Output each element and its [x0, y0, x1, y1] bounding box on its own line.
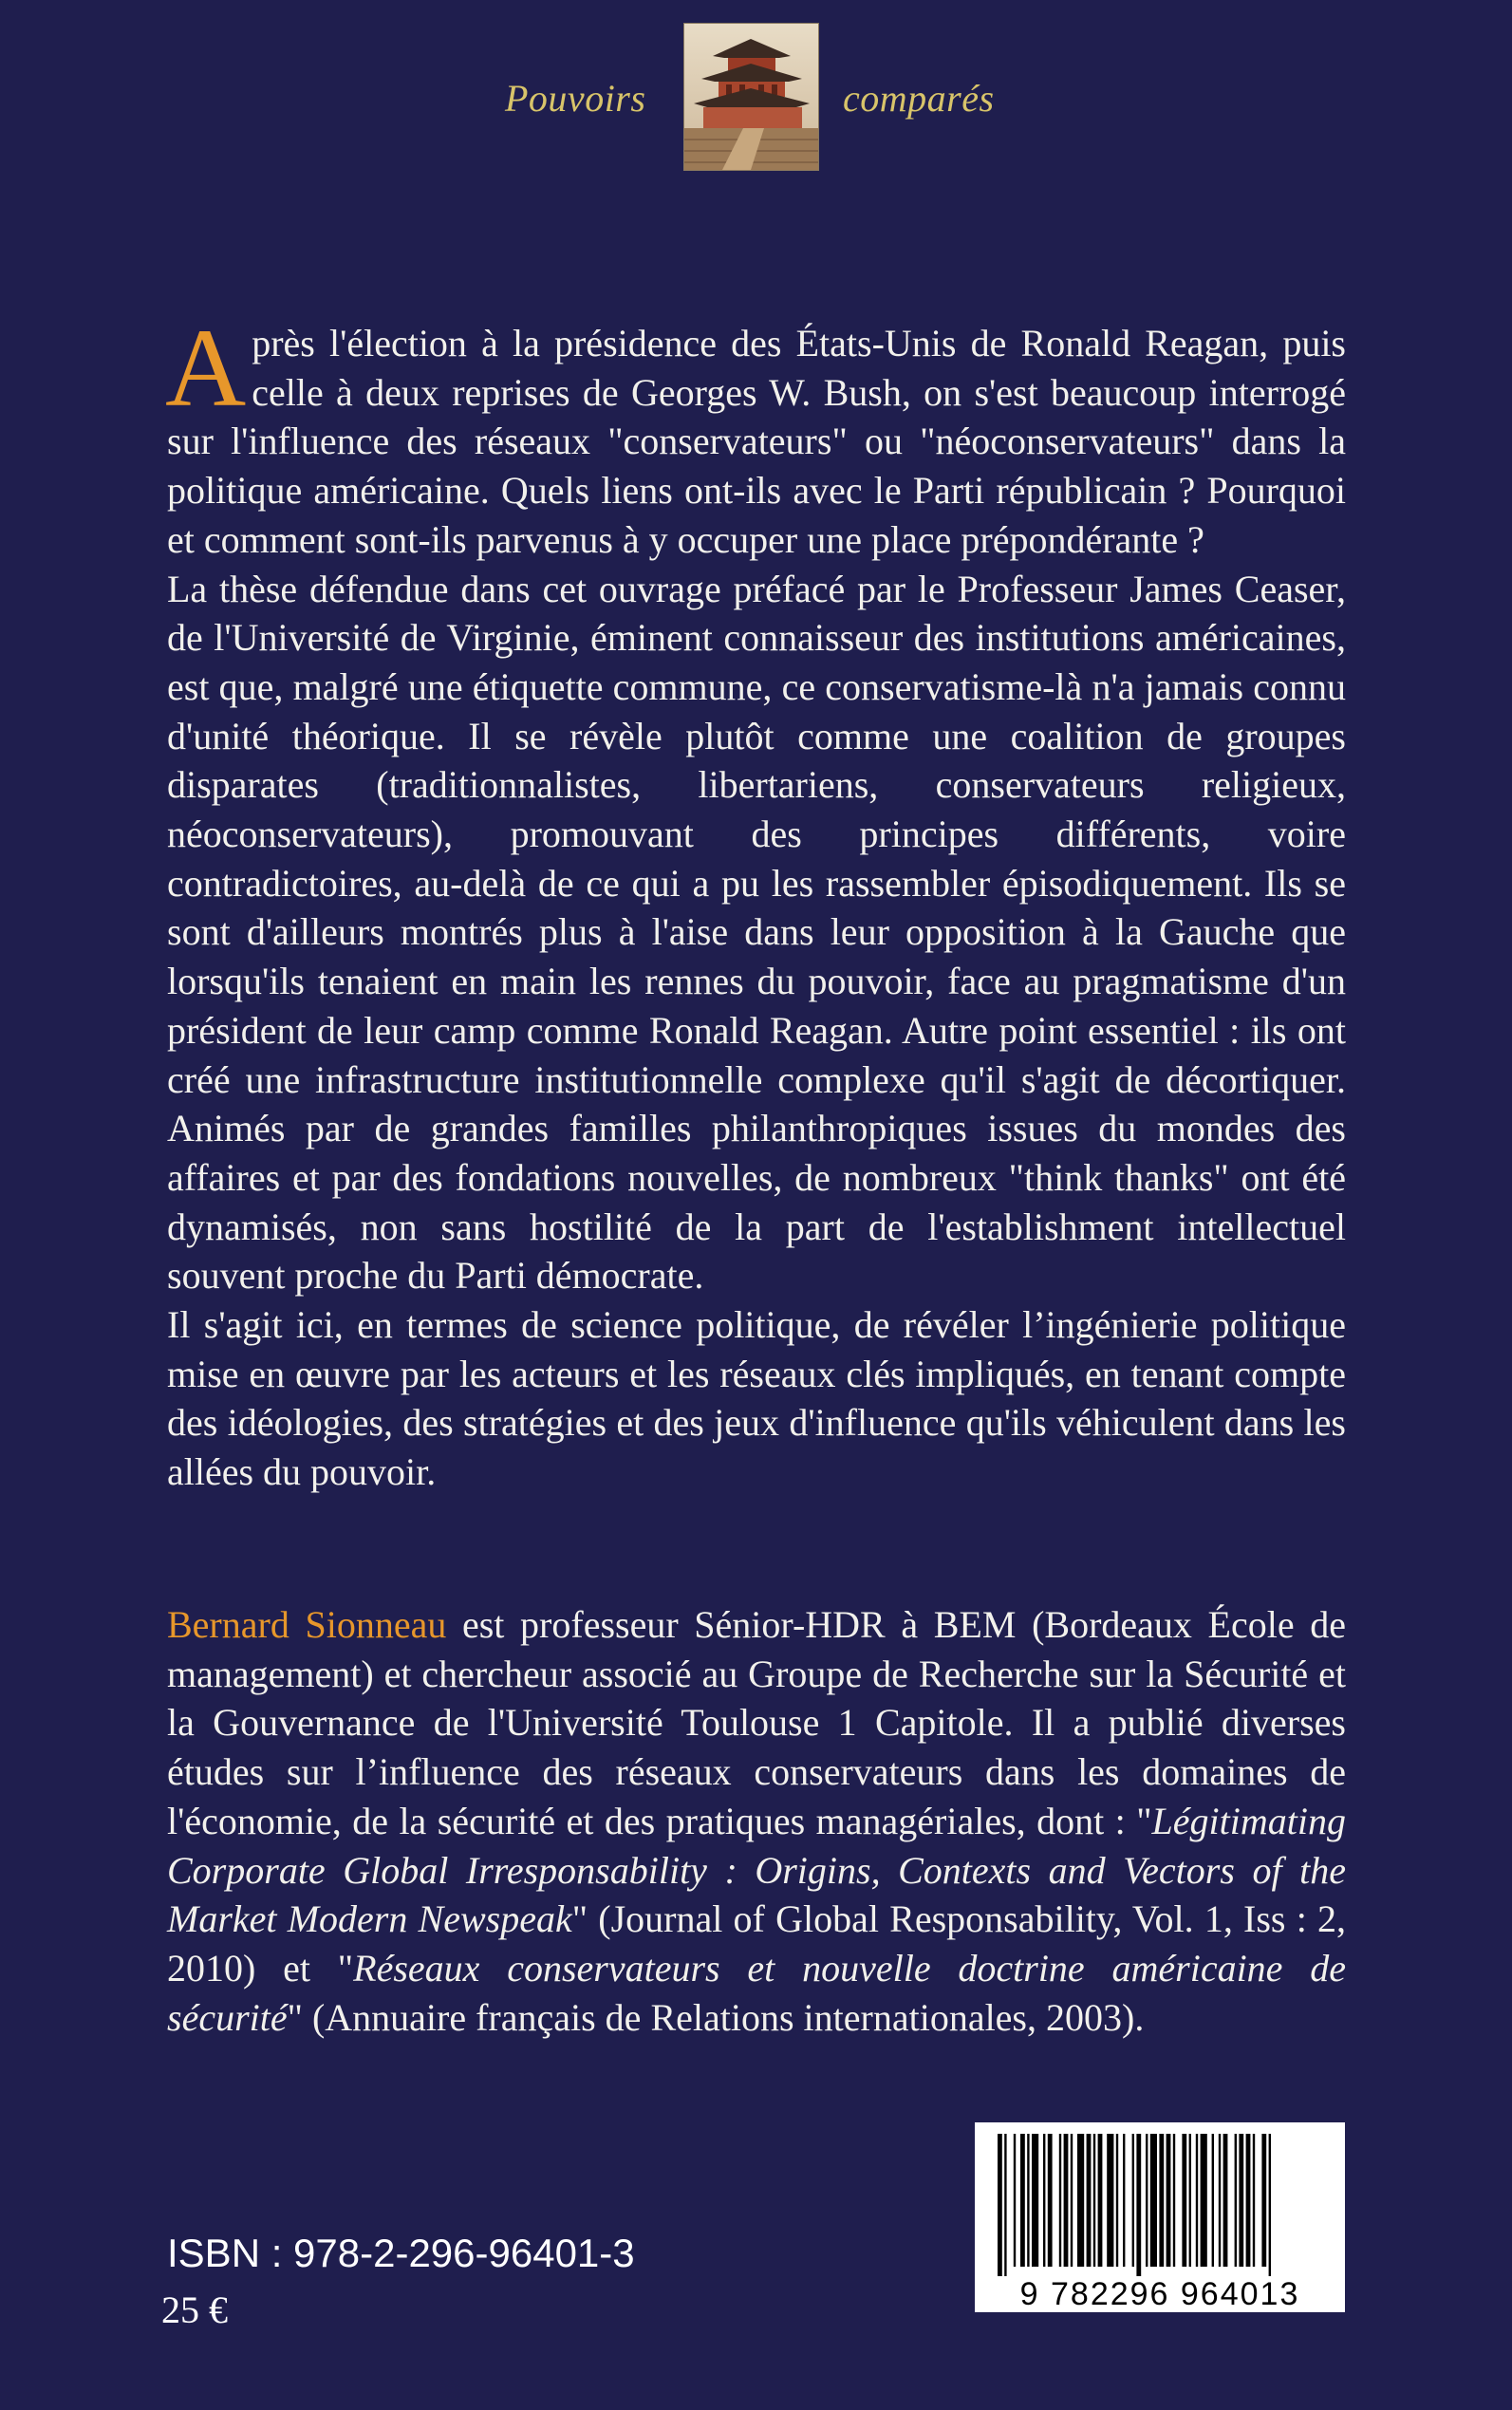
barcode-bar — [1043, 2134, 1045, 2267]
series-word-right: comparés — [843, 77, 995, 120]
series-header — [0, 0, 1512, 180]
barcode-bar — [1146, 2134, 1148, 2267]
barcode-bar — [1048, 2134, 1053, 2267]
barcode-bar — [1032, 2134, 1038, 2267]
barcode-bar — [1253, 2134, 1255, 2267]
drop-cap: A — [165, 306, 247, 430]
barcode-bar — [1004, 2134, 1006, 2276]
author-name: Bernard Sionneau — [167, 1603, 447, 1646]
barcode-bar — [1269, 2134, 1271, 2276]
barcode-bar — [1014, 2134, 1016, 2267]
barcode-bar — [1223, 2134, 1228, 2267]
barcode-bar — [1098, 2134, 1103, 2267]
barcode-bar — [1087, 2134, 1092, 2267]
barcode-bar — [1123, 2134, 1125, 2267]
bio-text-3: " (Annuaire français de Relations internationales, 2003). — [287, 1995, 1145, 2039]
barcode-bar — [1027, 2134, 1029, 2267]
barcode — [975, 2122, 1345, 2312]
barcode-bar — [1093, 2134, 1095, 2267]
blurb-paragraph-2: La thèse défendue dans cet ouvrage préfacé par le Professeur James Ceaser, de l'Université de Virginie, éminent connaisseur des institutions américaines, est que, malgré une étiquette commune, ce conservatisme-là n'a jamais connu d'unité théorique. Il se révèle plutôt comme une coalition de groupes disparates (traditionnalistes, libertariens, conservateurs religieux, néoconservateurs), promouvant des principes différents, voire contradictoires, au-delà de ce qui a pu les rassembler épisodiquement. Ils se sont d'ailleurs montrés plus à l'aise dans leur opposition à la Gauche que lorsqu'ils tenaient en main les rennes du pouvoir, face au pragmatisme d'un président de leur camp comme Ronald Reagan. Autre point essentiel : ils ont créé une infrastructure institutionnelle complexe qu'il s'agit de décortiquer. Animés par de grandes familles philanthropiques issues du mondes des affaires et par des fondations nouvelles, de nombreux "think thanks" ont été dynamisés, non sans hostilité de la part de l'establishment intellectuel souvent proche du Parti démocrate. — [167, 567, 1346, 1298]
author-bio — [167, 1600, 1346, 2042]
barcode-bar — [1071, 2134, 1073, 2267]
work-title-1: Légitimating Corporate Global Irresponsability : Origins, Contexts and Vectors of the Market Modern Newspeak — [167, 1799, 1346, 1941]
barcode-bar — [1077, 2134, 1084, 2267]
barcode-bar — [1159, 2134, 1164, 2267]
blurb-paragraph-3: Il s'agit ici, en termes de science politique, de révéler l’ingénierie politique mise en œuvre par les acteurs et les réseaux clés impliqués, en tenant compte des idéologies, des stratégies et des jeux d'influence qu'ils véhiculent dans les allées du pouvoir. — [167, 1303, 1346, 1494]
barcode-bar — [1182, 2134, 1186, 2267]
barcode-bar — [1212, 2134, 1214, 2267]
barcode-bar — [1132, 2134, 1134, 2267]
barcode-bar — [1136, 2134, 1141, 2276]
author-bio-paragraph — [167, 1600, 1346, 2042]
pagoda-image-icon — [683, 23, 819, 171]
series-word-left: Pouvoirs — [505, 77, 646, 120]
barcode-bar — [1261, 2134, 1266, 2267]
price-label: 25 € — [161, 2289, 228, 2331]
barcode-bar — [1064, 2134, 1069, 2267]
barcode-bar — [1189, 2134, 1191, 2267]
bio-text-1: est professeur Sénior-HDR à BEM (Bordeaux École de management) et chercheur associé au Groupe de Recherche sur la Sécurité et la Gouvernance de l'Université Toulouse 1 Capitole. Il a publié diverses études sur l’influence des réseaux conservateurs dans les domaines de l'économie, de la sécurité et des pratiques managériales, dont : " — [167, 1603, 1346, 1842]
barcode-bar — [1201, 2134, 1207, 2267]
blurb-paragraph-1-text: près l'élection à la présidence des États-Unis de Ronald Reagan, puis celle à deux reprises de Georges W. Bush, on s'est beaucoup interrogé sur l'influence des réseaux "conservateurs" ou "néoconservateurs" dans la politique américaine. Quels liens ont-ils avec le Parti républicain ? Pourquoi et comment sont-ils parvenus à y occuper une place prépondérante ? — [167, 322, 1346, 561]
barcode-bar — [1219, 2134, 1221, 2267]
back-cover-blurb — [165, 306, 1346, 1497]
barcode-bar — [998, 2134, 1002, 2276]
barcode-digits: 9 782296 964013 — [1019, 2276, 1300, 2312]
barcode-bar — [1196, 2134, 1198, 2267]
barcode-bar — [1107, 2134, 1113, 2267]
barcode-bar — [1020, 2134, 1025, 2267]
barcode-bar — [1059, 2134, 1061, 2267]
barcode-bar — [1167, 2134, 1171, 2267]
barcode-bar — [1235, 2134, 1237, 2267]
barcode-bar — [1150, 2134, 1157, 2267]
bio-text-2: " (Journal of Global Responsability, Vol. 1, Iss : 2, 2010) et " — [167, 1897, 1347, 1990]
barcode-icon — [975, 2122, 1345, 2312]
barcode-bar — [1116, 2134, 1118, 2267]
blurb-paragraph-1 — [165, 306, 1346, 565]
work-title-2: Réseaux conservateurs et nouvelle doctrine américaine de sécurité — [167, 1946, 1346, 2039]
barcode-bar — [1239, 2134, 1243, 2267]
barcode-bar — [1246, 2134, 1251, 2267]
barcode-bar — [1173, 2134, 1175, 2267]
isbn-label: ISBN : 978-2-296-96401-3 — [167, 2231, 635, 2275]
